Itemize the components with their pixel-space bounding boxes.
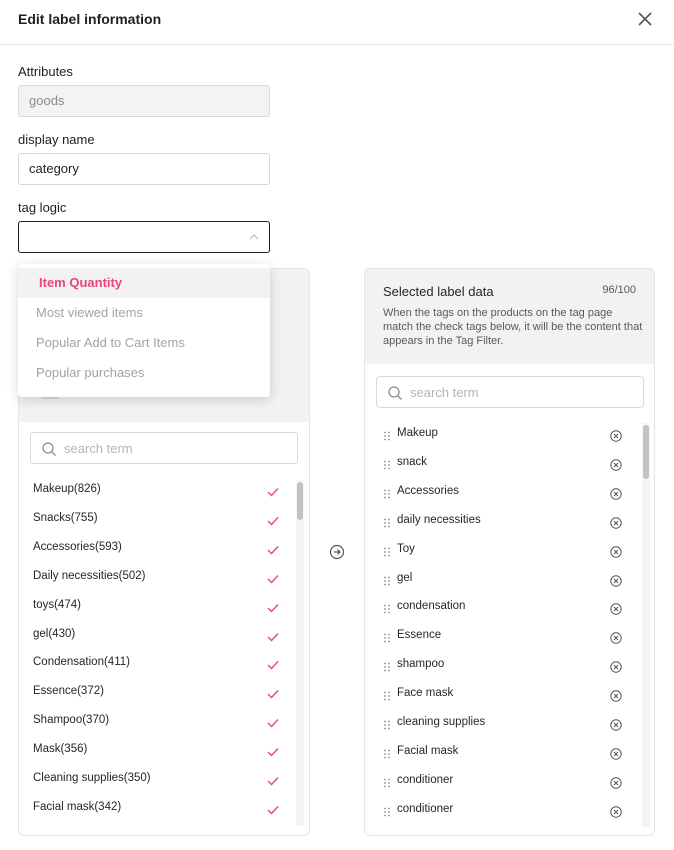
available-tag-label: Essence(372) (33, 685, 104, 698)
display-name-field[interactable]: category (18, 153, 270, 185)
check-icon (267, 776, 279, 786)
selected-tag-label: Face mask (397, 687, 454, 700)
drag-handle-icon[interactable] (383, 576, 391, 586)
available-tag-item[interactable] (33, 483, 283, 503)
transfer-arrow-icon[interactable] (329, 544, 345, 560)
left-scrollbar-thumb[interactable] (297, 482, 303, 520)
selected-tag-item[interactable] (383, 572, 629, 592)
check-icon (267, 574, 279, 584)
drag-handle-icon[interactable] (383, 604, 391, 614)
tag-logic-label: tag logic (18, 200, 67, 215)
selected-tag-item[interactable] (383, 687, 629, 707)
remove-circle-icon[interactable] (610, 661, 622, 673)
attributes-label: Attributes (18, 64, 73, 79)
available-tag-label: Snacks(755) (33, 511, 98, 524)
available-tag-label: Cleaning supplies(350) (33, 772, 151, 784)
remove-circle-icon[interactable] (610, 459, 622, 471)
drag-handle-icon[interactable] (383, 547, 391, 557)
tag-logic-dropdown (18, 264, 270, 397)
available-tag-item[interactable] (33, 541, 283, 561)
available-tag-label: Facial mask(342) (33, 800, 122, 813)
selected-tag-item[interactable] (383, 658, 629, 678)
drag-handle-icon[interactable] (383, 431, 391, 441)
drag-handle-icon[interactable] (383, 807, 391, 817)
check-icon (267, 747, 279, 757)
selected-tag-item[interactable] (383, 485, 629, 505)
available-tag-label: Daily necessities(502) (33, 569, 146, 582)
available-tag-label: Mask(356) (33, 743, 88, 756)
available-tag-item[interactable] (33, 656, 283, 676)
selected-tag-item[interactable] (383, 456, 629, 476)
available-tag-label: Makeup(826) (33, 483, 101, 495)
drag-handle-icon[interactable] (383, 720, 391, 730)
remove-circle-icon[interactable] (610, 546, 622, 558)
selected-tag-label: Makeup (397, 427, 438, 439)
remove-circle-icon[interactable] (610, 806, 622, 818)
remove-circle-icon[interactable] (610, 430, 622, 442)
drag-handle-icon[interactable] (383, 518, 391, 528)
right-scrollbar[interactable] (642, 423, 650, 827)
tag-logic-select[interactable] (18, 221, 270, 253)
dialog-header (0, 0, 674, 45)
drag-handle-icon[interactable] (383, 691, 391, 701)
selected-tag-label: Essence (397, 629, 442, 642)
selected-tag-label: condensation (397, 600, 466, 613)
available-tag-label: toys(474) (33, 598, 81, 611)
available-tag-item[interactable] (33, 570, 283, 590)
remove-circle-icon[interactable] (610, 603, 622, 615)
available-tag-item[interactable] (33, 628, 283, 648)
check-icon (267, 603, 279, 613)
attributes-field: goods (18, 85, 270, 117)
remove-circle-icon[interactable] (610, 632, 622, 644)
left-search-placeholder: search term (64, 441, 133, 456)
check-icon (267, 632, 279, 642)
display-name-label: display name (18, 132, 95, 147)
check-icon (267, 718, 279, 728)
selected-tag-item[interactable] (383, 514, 629, 534)
right-scrollbar-thumb[interactable] (643, 425, 649, 479)
right-search-input[interactable] (376, 376, 644, 408)
available-tag-item[interactable] (33, 772, 283, 792)
drag-handle-icon[interactable] (383, 460, 391, 470)
dialog-title: Edit label information (18, 11, 162, 27)
chevron-up-icon (249, 232, 259, 242)
selected-tag-item[interactable] (383, 600, 629, 620)
check-icon (267, 516, 279, 526)
available-tag-item[interactable] (33, 801, 283, 821)
selected-tag-label: Facial mask (397, 744, 459, 757)
remove-circle-icon[interactable] (610, 690, 622, 702)
selected-tag-label: gel (397, 571, 413, 584)
available-tag-item[interactable] (33, 714, 283, 734)
check-icon (267, 487, 279, 497)
drag-handle-icon[interactable] (383, 633, 391, 643)
drag-handle-icon[interactable] (383, 489, 391, 499)
check-icon (267, 805, 279, 815)
remove-circle-icon[interactable] (610, 575, 622, 587)
selected-tag-label: daily necessities (397, 513, 481, 526)
left-search-input[interactable] (30, 432, 298, 464)
selected-tag-item[interactable] (383, 774, 629, 794)
search-icon (387, 385, 403, 401)
search-icon (41, 441, 57, 457)
available-tag-item[interactable] (33, 512, 283, 532)
left-scrollbar[interactable] (296, 480, 304, 826)
available-tag-item[interactable] (33, 685, 283, 705)
selected-tags-description: When the tags on the products on the tag page match the check tags below, it will be the content that appears in the Tag Filter. (383, 307, 643, 347)
drag-handle-icon[interactable] (383, 662, 391, 672)
dropdown-option[interactable]: Item Quantity (18, 268, 270, 298)
available-tag-item[interactable] (33, 599, 283, 619)
dropdown-option[interactable]: Popular purchases (36, 365, 145, 380)
dropdown-option[interactable]: Popular Add to Cart Items (36, 335, 185, 350)
check-icon (267, 660, 279, 670)
selected-tag-item[interactable] (383, 629, 629, 649)
remove-circle-icon[interactable] (610, 517, 622, 529)
close-icon[interactable] (636, 10, 654, 28)
check-icon (267, 545, 279, 555)
selected-tag-item[interactable] (383, 745, 629, 765)
selected-tag-label: conditioner (397, 773, 454, 786)
selected-tag-label: conditioner (397, 802, 454, 815)
available-tag-label: gel(430) (33, 627, 76, 640)
selected-tag-item[interactable] (383, 716, 629, 736)
selected-tag-label: Accessories (397, 484, 459, 497)
check-icon (267, 689, 279, 699)
selected-tag-item[interactable] (383, 803, 629, 823)
remove-circle-icon[interactable] (610, 748, 622, 760)
available-tag-label: Accessories(593) (33, 540, 122, 553)
drag-handle-icon[interactable] (383, 749, 391, 759)
selected-count-badge: 96/100 (602, 284, 636, 296)
selected-tag-label: shampoo (397, 658, 445, 671)
selected-tags-panel (364, 268, 655, 836)
dropdown-option[interactable]: Most viewed items (36, 305, 143, 320)
remove-circle-icon[interactable] (610, 488, 622, 500)
drag-handle-icon[interactable] (383, 778, 391, 788)
selected-tag-label: snack (397, 455, 428, 468)
remove-circle-icon[interactable] (610, 777, 622, 789)
available-tag-label: Condensation(411) (33, 656, 130, 669)
selected-tags-panel-header (365, 269, 654, 364)
selected-tag-label: Toy (397, 542, 415, 555)
selected-tag-item[interactable] (383, 427, 629, 447)
right-search-placeholder: search term (410, 385, 479, 400)
selected-tag-item[interactable] (383, 543, 629, 563)
selected-tags-title: Selected label data (383, 284, 494, 299)
available-tag-label: Shampoo(370) (33, 714, 110, 727)
remove-circle-icon[interactable] (610, 719, 622, 731)
available-tag-item[interactable] (33, 743, 283, 763)
selected-tag-label: cleaning supplies (397, 716, 486, 728)
